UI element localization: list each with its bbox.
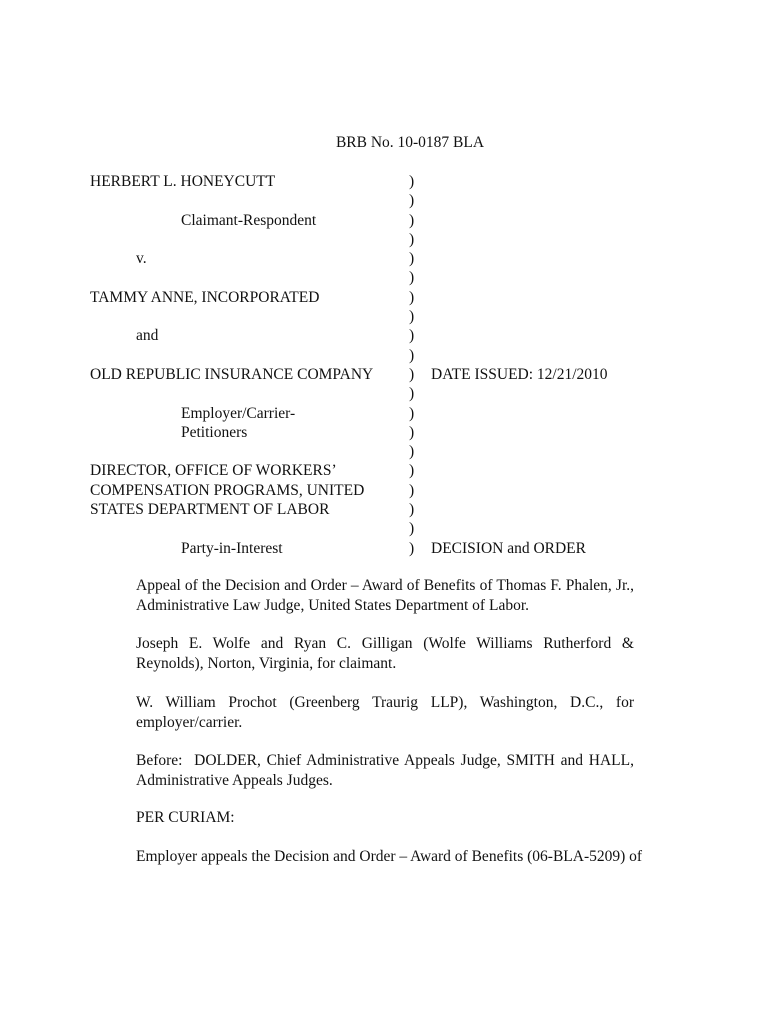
caption-party-text: OLD REPUBLIC INSURANCE COMPANY bbox=[90, 365, 374, 383]
caption-party-text: Party-in-Interest bbox=[181, 539, 283, 557]
caption-right-text: DATE ISSUED: 12/21/2010 bbox=[431, 365, 608, 383]
caption-paren: ) bbox=[409, 346, 415, 364]
caption-party-text: TAMMY ANNE, INCORPORATED bbox=[90, 288, 320, 306]
caption-paren: ) bbox=[409, 327, 415, 345]
claimant-counsel-paragraph: Joseph E. Wolfe and Ryan C. Gilligan (Wolfe Williams Rutherford & Reynolds), Norton, Virginia, for claimant. bbox=[136, 635, 634, 672]
caption-row bbox=[90, 211, 710, 230]
caption-row bbox=[90, 249, 710, 268]
caption-party-text: DIRECTOR, OFFICE OF WORKERS’ bbox=[90, 462, 337, 480]
caption-paren: ) bbox=[409, 423, 415, 441]
caption-row bbox=[90, 404, 710, 423]
caption-paren: ) bbox=[409, 539, 415, 557]
caption-row bbox=[90, 423, 710, 442]
caption-row bbox=[90, 191, 710, 210]
caption-row bbox=[90, 519, 710, 538]
caption-paren: ) bbox=[409, 269, 415, 287]
caption-party-text: Claimant-Respondent bbox=[181, 211, 317, 229]
caption-row bbox=[90, 481, 710, 500]
caption-paren: ) bbox=[409, 404, 415, 422]
caption-paren: ) bbox=[409, 365, 415, 383]
caption-row bbox=[90, 288, 710, 307]
caption-row bbox=[90, 326, 710, 345]
per-curiam-heading: PER CURIAM: bbox=[136, 809, 235, 826]
docket-number: BRB No. 10-0187 BLA bbox=[335, 134, 485, 151]
caption-party-text: STATES DEPARTMENT OF LABOR bbox=[90, 501, 330, 519]
case-caption bbox=[90, 172, 710, 558]
caption-row bbox=[90, 384, 710, 403]
opening-paragraph: Employer appeals the Decision and Order – Award of Benefits (06-BLA-5209) of bbox=[136, 848, 643, 865]
caption-row bbox=[90, 461, 710, 480]
caption-paren: ) bbox=[409, 520, 415, 538]
caption-paren: ) bbox=[409, 173, 415, 190]
caption-row bbox=[90, 500, 710, 519]
caption-row bbox=[90, 230, 710, 249]
caption-paren: ) bbox=[409, 385, 415, 403]
caption-row bbox=[90, 442, 710, 461]
caption-paren: ) bbox=[409, 192, 415, 210]
caption-party-text: Petitioners bbox=[181, 423, 248, 441]
employer-counsel-paragraph: W. William Prochot (Greenberg Traurig LLP), Washington, D.C., for employer/carrier. bbox=[136, 694, 634, 731]
caption-party-text: COMPENSATION PROGRAMS, UNITED bbox=[90, 481, 365, 499]
caption-row bbox=[90, 268, 710, 287]
caption-paren: ) bbox=[409, 462, 415, 480]
caption-right-text: DECISION and ORDER bbox=[431, 539, 586, 557]
caption-party-text: and bbox=[136, 327, 159, 345]
caption-paren: ) bbox=[409, 481, 415, 499]
caption-paren: ) bbox=[409, 443, 415, 461]
caption-paren: ) bbox=[409, 288, 415, 306]
caption-party-text: v. bbox=[136, 250, 147, 268]
appeal-paragraph: Appeal of the Decision and Order – Award of Benefits of Thomas F. Phalen, Jr., Administrative Law Judge, United States Department of Labor. bbox=[136, 577, 634, 614]
caption-party-text: Employer/Carrier- bbox=[181, 404, 296, 422]
caption-paren: ) bbox=[409, 211, 415, 229]
caption-row bbox=[90, 365, 710, 384]
caption-row bbox=[90, 346, 710, 365]
caption-party-text: HERBERT L. HONEYCUTT bbox=[90, 173, 276, 190]
caption-paren: ) bbox=[409, 501, 415, 519]
caption-paren: ) bbox=[409, 250, 415, 268]
caption-row bbox=[90, 539, 710, 558]
caption-row bbox=[90, 307, 710, 326]
caption-paren: ) bbox=[409, 230, 415, 248]
caption-paren: ) bbox=[409, 308, 415, 326]
caption-row bbox=[90, 172, 710, 191]
panel-paragraph: Before: DOLDER, Chief Administrative Appeals Judge, SMITH and HALL, Administrative Appeals Judges. bbox=[136, 752, 638, 789]
